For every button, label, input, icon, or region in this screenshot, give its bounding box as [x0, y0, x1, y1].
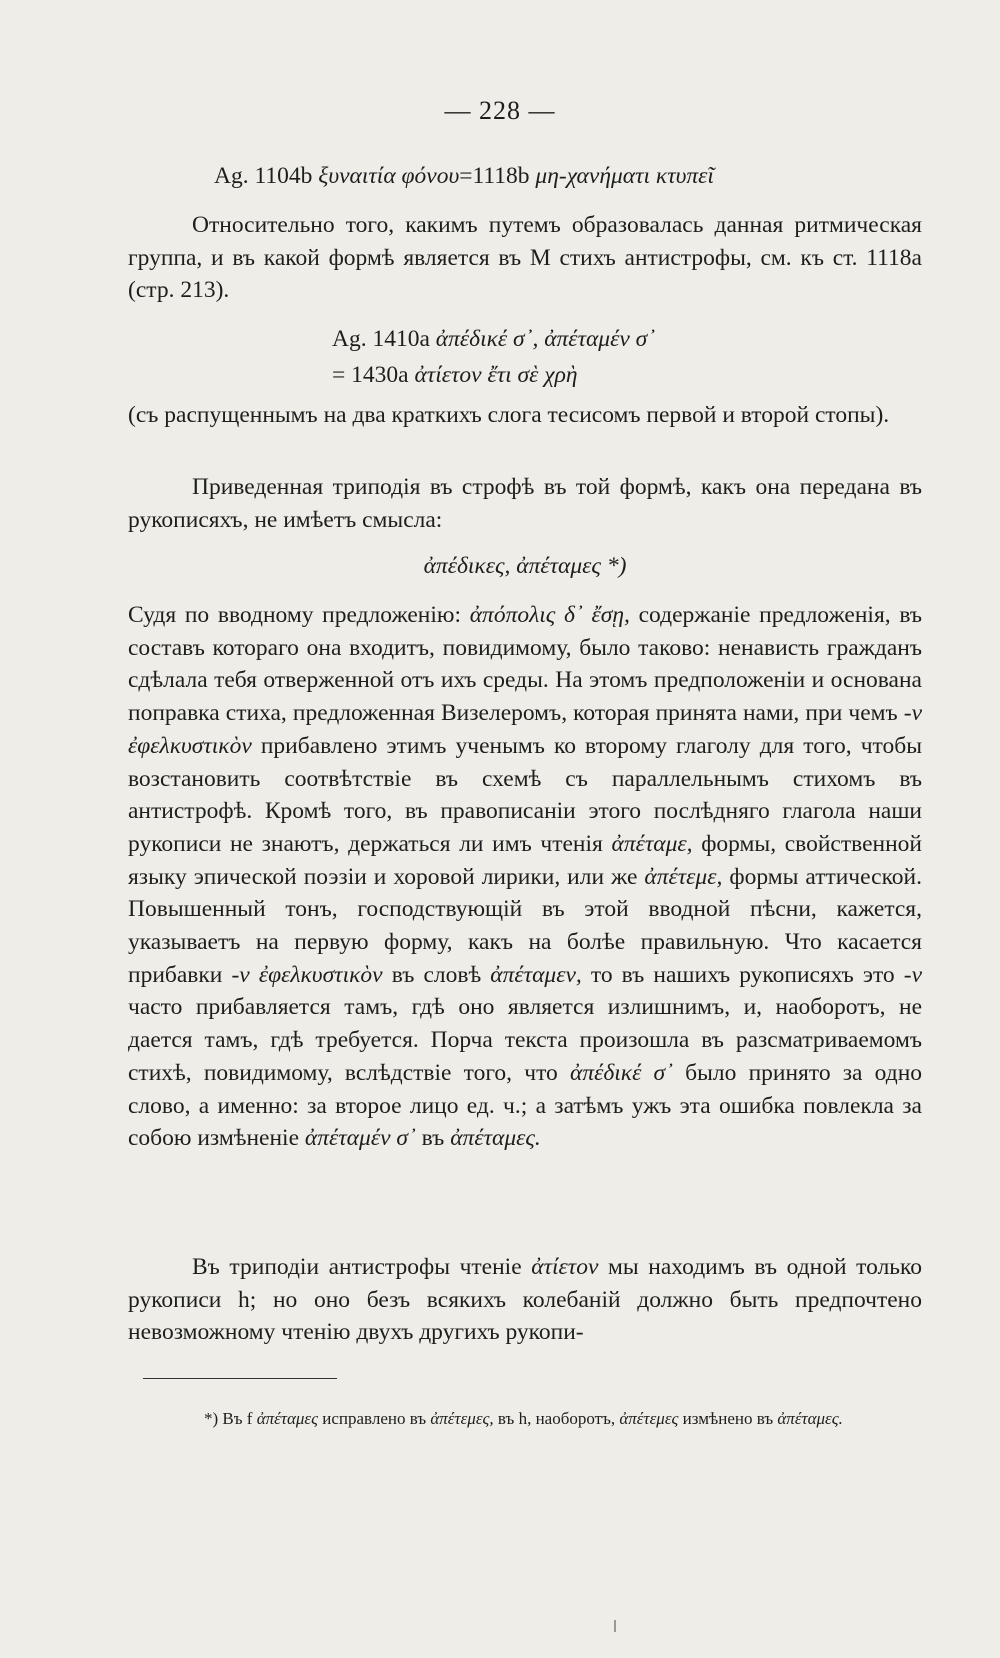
fn-text-2: исправлено въ: [322, 1409, 427, 1428]
p4-greek-8: ἀπέδικέ σ᾽: [569, 1059, 673, 1086]
p4-text-5: формы аттической. Повышенный тонъ, господствующій въ этой вводной пѣсни, кажется, указываетъ на первую форму, какъ на болѣе правильную. Что касается прибавки: [128, 863, 922, 988]
p4-greek-5: -ν ἐφελκυστικὸν: [231, 961, 383, 988]
p4-text-8: часто прибавляется тамъ, гдѣ оно является излишнимъ, и, наоборотъ, не дается тамъ, гдѣ требуется. Порча текста произошла въ разсматриваемомъ стихѣ, повидимому, вслѣдствіе того, что: [128, 994, 922, 1086]
p5-text-2: мы находимъ въ одной только рукописи h; но оно безъ всякихъ колебаній должно быть предпочтено невозможному чтенію двухъ другихъ рукопи-: [128, 1254, 922, 1346]
paragraph-3: Приведенная триподія въ строфѣ въ той формѣ, какъ она передана въ рукописяхъ, не имѣетъ смысла:: [128, 474, 922, 533]
verse-reference-1430: [128, 359, 922, 392]
ref-1430a: 1430a: [351, 362, 409, 388]
ref-1410a: 1410a: [372, 326, 430, 352]
p4-greek-4: ἀπέτεμε,: [644, 863, 723, 890]
p4-greek-2: -ν ἐφελκυστικὸν: [128, 700, 923, 759]
footnote-separator: [143, 1378, 337, 1379]
greek-1104b: ξυναιτία φόνου: [318, 163, 460, 189]
p4-text-2: содержаніе предложенія, въ составъ котораго она входитъ, повидимому, было таково: ненависть гражданъ сдѣлала тебя отверженной отъ ихъ среды. На этомъ предположеніи и основана поправка стиха, предложенная Визелеромъ, которая принята нами, при чемъ: [128, 602, 922, 727]
p4-text-9: было принято за одно слово, а именно: за второе лицо ед. ч.; а затѣмъ ужъ эта ошибка повлекла за собою измѣненіе: [128, 1059, 923, 1152]
fn-text-4: измѣнено въ: [682, 1409, 774, 1428]
p4-greek-9: ἀπέταμέν σ᾽: [304, 1125, 416, 1152]
footnote: [128, 1406, 922, 1432]
greek-1430a: ἀτίετον ἔτι σὲ χρὴ: [414, 362, 578, 388]
verse-reference-1410: [128, 323, 922, 356]
equals-sign-2: =: [332, 362, 346, 388]
greek-1410a: ἀπέδικέ σ᾽, ἀπέταμέν σ᾽: [435, 326, 656, 352]
p5-text-1: Въ триподіи антистрофы чтеніе: [192, 1254, 522, 1280]
paragraph-5: [128, 1251, 922, 1349]
paragraph-1: Относительно того, какимъ путемъ образовалась данная ритмическая группа, и въ какой формѣ является въ М стихъ антистрофы, см. къ ст. 1118a (стр. 213).: [128, 212, 922, 304]
p4-greek-3: ἀπέταμε,: [611, 830, 693, 857]
paper-speck: [614, 1620, 616, 1632]
ag-abbr: Ag.: [214, 163, 249, 189]
fn-text-3: въ h, наоборотъ,: [497, 1409, 616, 1428]
fn-greek-2: ἀπέτεμες,: [430, 1409, 494, 1428]
fn-greek-4: ἀπέταμες.: [777, 1409, 843, 1428]
paragraph-2: (съ распущеннымъ на два краткихъ слога тесисомъ первой и второй стопы).: [128, 402, 890, 428]
fn-text-1: Въ f: [222, 1409, 253, 1428]
p4-greek-7: -ν: [903, 961, 923, 988]
footnote-marker: *): [204, 1409, 219, 1428]
page-number: — 228 —: [444, 96, 556, 125]
ref-1104b: 1104b: [254, 163, 313, 189]
p4-text-4: формы, свойственной языку эпической поэзіи и хоровой лирики, или же: [128, 830, 923, 890]
verse-reference-1104: [128, 160, 922, 193]
greek-1118b: μη-χανήματι κτυπεῖ: [535, 163, 714, 189]
p4-greek-6: ἀπέταμεν,: [490, 961, 582, 988]
p4-text-7: то въ нашихъ рукописяхъ это: [590, 961, 895, 988]
p4-text-1: Судя по вводному предложенію:: [128, 602, 461, 628]
p4-greek-1: ἀπόπολις δ᾽ ἔσῃ,: [469, 602, 630, 628]
fn-greek-3: ἀπέτεμες: [619, 1409, 679, 1428]
p5-greek-1: ἀτίετον: [531, 1254, 599, 1280]
paragraph-4: [128, 599, 922, 1155]
ag-abbr-2: Ag.: [332, 326, 367, 352]
p4-text-6: въ словѣ: [391, 961, 482, 988]
p4-text-3: прибавлено этимъ ученымъ ко второму глаголу для того, чтобы возстановить соотвѣтствіе въ схемѣ съ параллельнымъ стихомъ въ антистрофѣ. Кромѣ того, въ правописаніи этого послѣдняго глагола наши рукописи не знаютъ, держаться ли имъ чтенія: [128, 732, 923, 857]
ref-1118b: 1118b: [472, 163, 530, 189]
centered-greek: ἀπέδικες, ἀπέταμες *): [423, 553, 627, 579]
fn-greek-1: ἀπέταμες: [256, 1409, 318, 1428]
p4-text-10: въ: [421, 1125, 445, 1152]
equals-sign: =: [459, 163, 473, 189]
p4-greek-10: ἀπέταμες.: [450, 1125, 541, 1152]
